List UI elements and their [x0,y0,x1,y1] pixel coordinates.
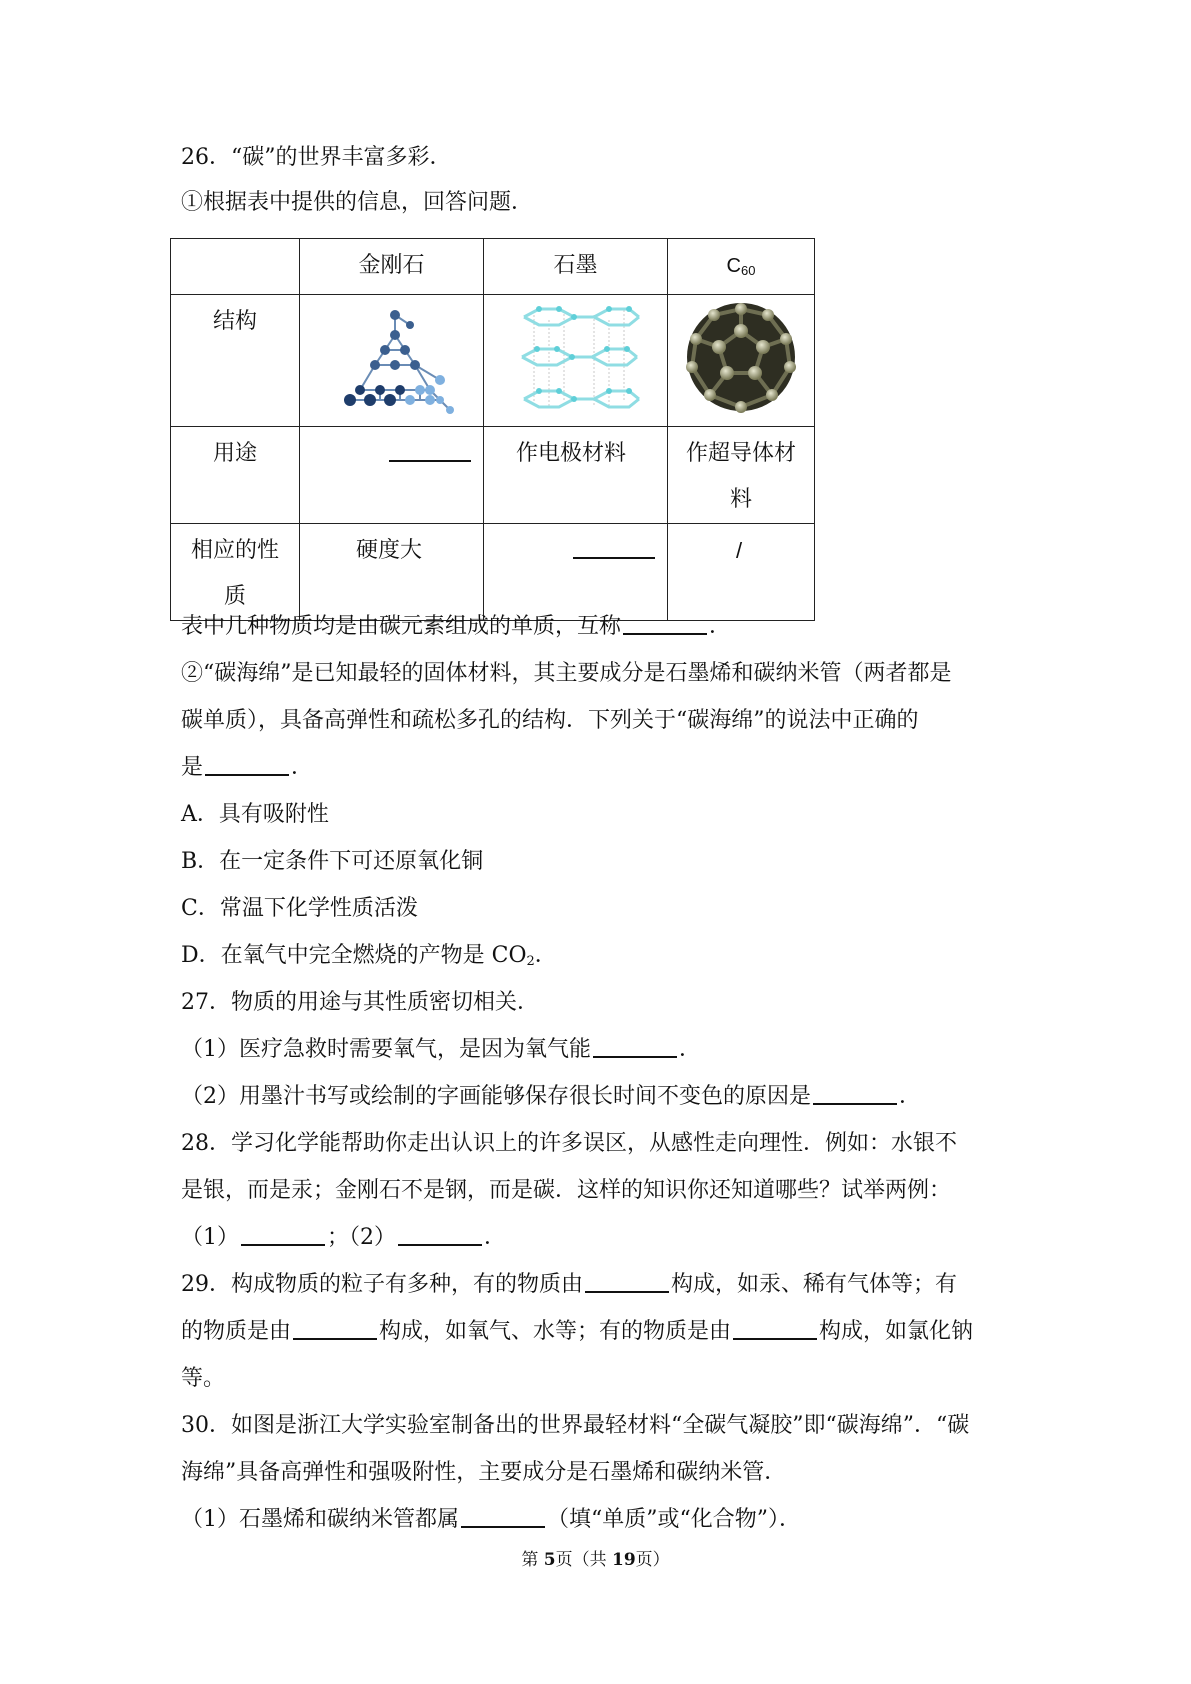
table-header-c60: $C_{60}$ [668,239,815,295]
q26-sub2-line2: 碳单质），具备高弹性和疏松多孔的结构．下列关于“碳海绵”的说法中正确的 [181,708,919,733]
diamond-property: 硬度大 [300,524,484,621]
table-header-diamond: 金刚石 [300,239,484,295]
graphite-property-blank [484,524,668,621]
q28-line2: 是银，而是汞；金刚石不是钢，而是碳．这样的知识你还知道哪些？试举两例： [181,1178,952,1203]
graphite-use: 作电极材料 [484,427,668,524]
q30-line2: 海绵”具备高弹性和强吸附性，主要成分是石墨烯和碳纳米管． [181,1460,787,1485]
row-label-use: 用途 [171,427,300,524]
option-c: C．常温下化学性质活泼 [181,896,418,921]
c60-structure-image [668,295,815,427]
q28-line1: 28．学习化学能帮助你走出认识上的许多误区，从感性走向理性．例如：水银不 [181,1131,957,1156]
option-d: D．在氧气中完全燃烧的产物是 $CO_2$． [181,943,557,969]
page-number: 5 [543,1550,556,1570]
q29-line2: 的物质是由 构成，如氧气、水等；有的物质是由 构成，如氯化钠 [181,1319,974,1344]
diamond-structure-image [300,295,484,427]
q27-title: 27．物质的用途与其性质密切相关． [181,990,539,1015]
option-a: A．具有吸附性 [181,802,329,827]
q26-title: 26．“碳”的世界丰富多彩． [181,145,452,170]
q27-p2: （2）用墨汁书写或绘制的字画能够保存很长时间不变色的原因是 ． [181,1084,922,1109]
page-footer: 第 5页（共 19页） [521,1550,670,1570]
q26-sub2-line3: 是 ． [181,755,314,780]
c60-property: / [668,524,815,621]
row-label-structure: 结构 [171,295,300,427]
q26-sub2-line1: ②“碳海绵”是已知最轻的固体材料，其主要成分是石墨烯和碳纳米管（两者都是 [181,661,952,686]
diamond-use-blank [300,427,484,524]
table-header-graphite: 石墨 [484,239,668,295]
q28-answers: （1） ；（2） ． [181,1225,507,1250]
q29-line1: 29．构成物质的粒子有多种，有的物质由 构成，如汞、稀有气体等；有 [181,1272,958,1297]
graphite-structure-image [484,295,668,427]
q26-sub1: ①根据表中提供的信息，回答问题． [181,190,534,215]
q26-after-table: 表中几种物质均是由碳元素组成的单质，互称 ． [181,614,732,639]
q30-p1: （1）石墨烯和碳纳米管都属 （填“单质”或“化合物”）． [181,1507,801,1532]
q29-line3: 等。 [181,1366,226,1391]
c60-use: 作超导体材 料 [668,427,815,524]
carbon-table [170,238,815,621]
row-label-property: 相应的性 质 [171,524,300,621]
table-header-empty [171,239,300,295]
page-total: 19 [611,1550,636,1570]
option-b: B．在一定条件下可还原氧化铜 [181,849,484,874]
q30-line1: 30．如图是浙江大学实验室制备出的世界最轻材料“全碳气凝胶”即“碳海绵”．“碳 [181,1413,970,1438]
q27-p1: （1）医疗急救时需要氧气，是因为氧气能 ． [181,1037,702,1062]
